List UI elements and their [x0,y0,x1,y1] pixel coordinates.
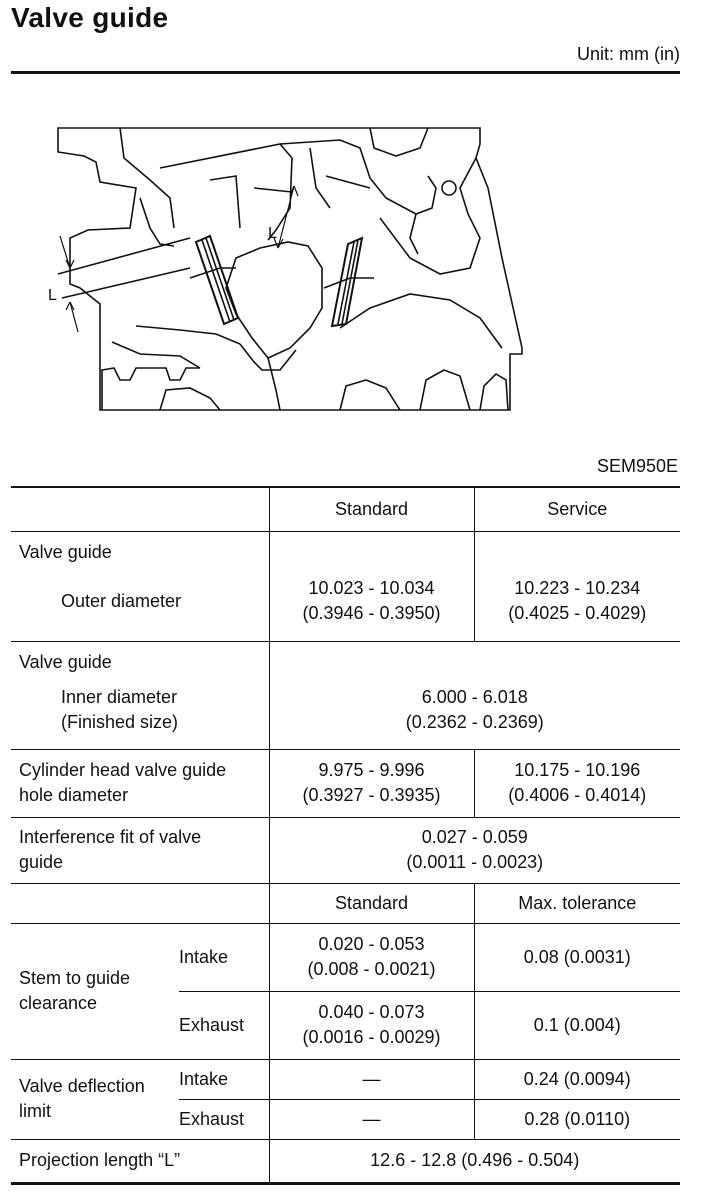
figure-label-center: L [268,225,277,242]
cell-value: 9.975 - 9.996 [318,760,425,780]
cell-value: 0.1 (0.004) [474,991,680,1059]
unit-label: Unit: mm (in) [577,44,680,64]
row-group-label: Valve guide [19,651,112,672]
cell-value: (0.0011 - 0.0023) [406,852,544,872]
figure-code: SEM950E [596,456,678,476]
row-label: guide [19,852,64,872]
cell-value: 6.000 - 6.018 [421,687,528,707]
header-service: Service [474,487,680,531]
cell-value: 12.6 - 12.8 (0.496 - 0.504) [269,1139,680,1183]
cell-value: 0.24 (0.0094) [474,1059,680,1099]
cylinder-head-diagram [40,118,530,414]
cell-value: 0.08 (0.0031) [474,923,680,991]
cell-value: (0.3927 - 0.3935) [302,785,441,805]
table-header-row [11,883,680,923]
row-label: limit [19,1101,51,1121]
title-rule [11,71,680,74]
cell-value: (0.2362 - 0.2369) [405,712,544,732]
row-item-label: Outer diameter [61,590,182,611]
table-header-row [11,487,680,531]
row-sub-label: Exhaust [179,1099,269,1139]
cell-value: — [269,1059,474,1099]
table-row [11,1139,680,1183]
cell-value: (0.4025 - 0.4029) [508,603,647,623]
page-title: Valve guide [11,2,169,33]
cell-value: 0.027 - 0.059 [421,827,528,847]
valve-guide-spec-table [11,486,680,1185]
table-row [11,817,680,883]
table-row [11,531,680,641]
row-label: Stem to guide [19,968,131,988]
header-standard: Standard [269,487,474,531]
row-sub-label: Intake [179,1059,269,1099]
cell-value: (0.3946 - 0.3950) [302,603,441,623]
cell-value: 10.023 - 10.034 [308,578,435,598]
table-row [11,1059,680,1099]
row-label: hole diameter [19,785,129,805]
cell-value: 0.020 - 0.053 [318,934,425,954]
cell-value: 10.223 - 10.234 [514,578,641,598]
row-label: clearance [19,993,98,1013]
figure-label-left: L [48,287,57,304]
row-label: Projection length “L” [11,1139,269,1183]
row-sub-label: Intake [179,923,269,991]
table-row [11,641,680,749]
header-standard: Standard [269,883,474,923]
cell-value: (0.4006 - 0.4014) [508,785,647,805]
table-row [11,923,680,991]
row-group-label: Valve guide [19,541,112,562]
row-label: Interference fit of valve [19,827,202,847]
row-label: Cylinder head valve guide [19,760,227,780]
cell-value: 0.28 (0.0110) [474,1099,680,1139]
cell-value: 10.175 - 10.196 [514,760,641,780]
row-sub-label: Exhaust [179,991,269,1059]
row-item-label: (Finished size) [61,711,179,732]
cell-value: (0.0016 - 0.0029) [302,1027,441,1047]
cell-value: (0.008 - 0.0021) [307,959,436,979]
row-label: Valve deflection [19,1076,145,1096]
cell-value: — [269,1099,474,1139]
header-max-tolerance: Max. tolerance [474,883,680,923]
row-item-label: Inner diameter [61,686,178,707]
cell-value: 0.040 - 0.073 [318,1002,425,1022]
table-row [11,749,680,817]
